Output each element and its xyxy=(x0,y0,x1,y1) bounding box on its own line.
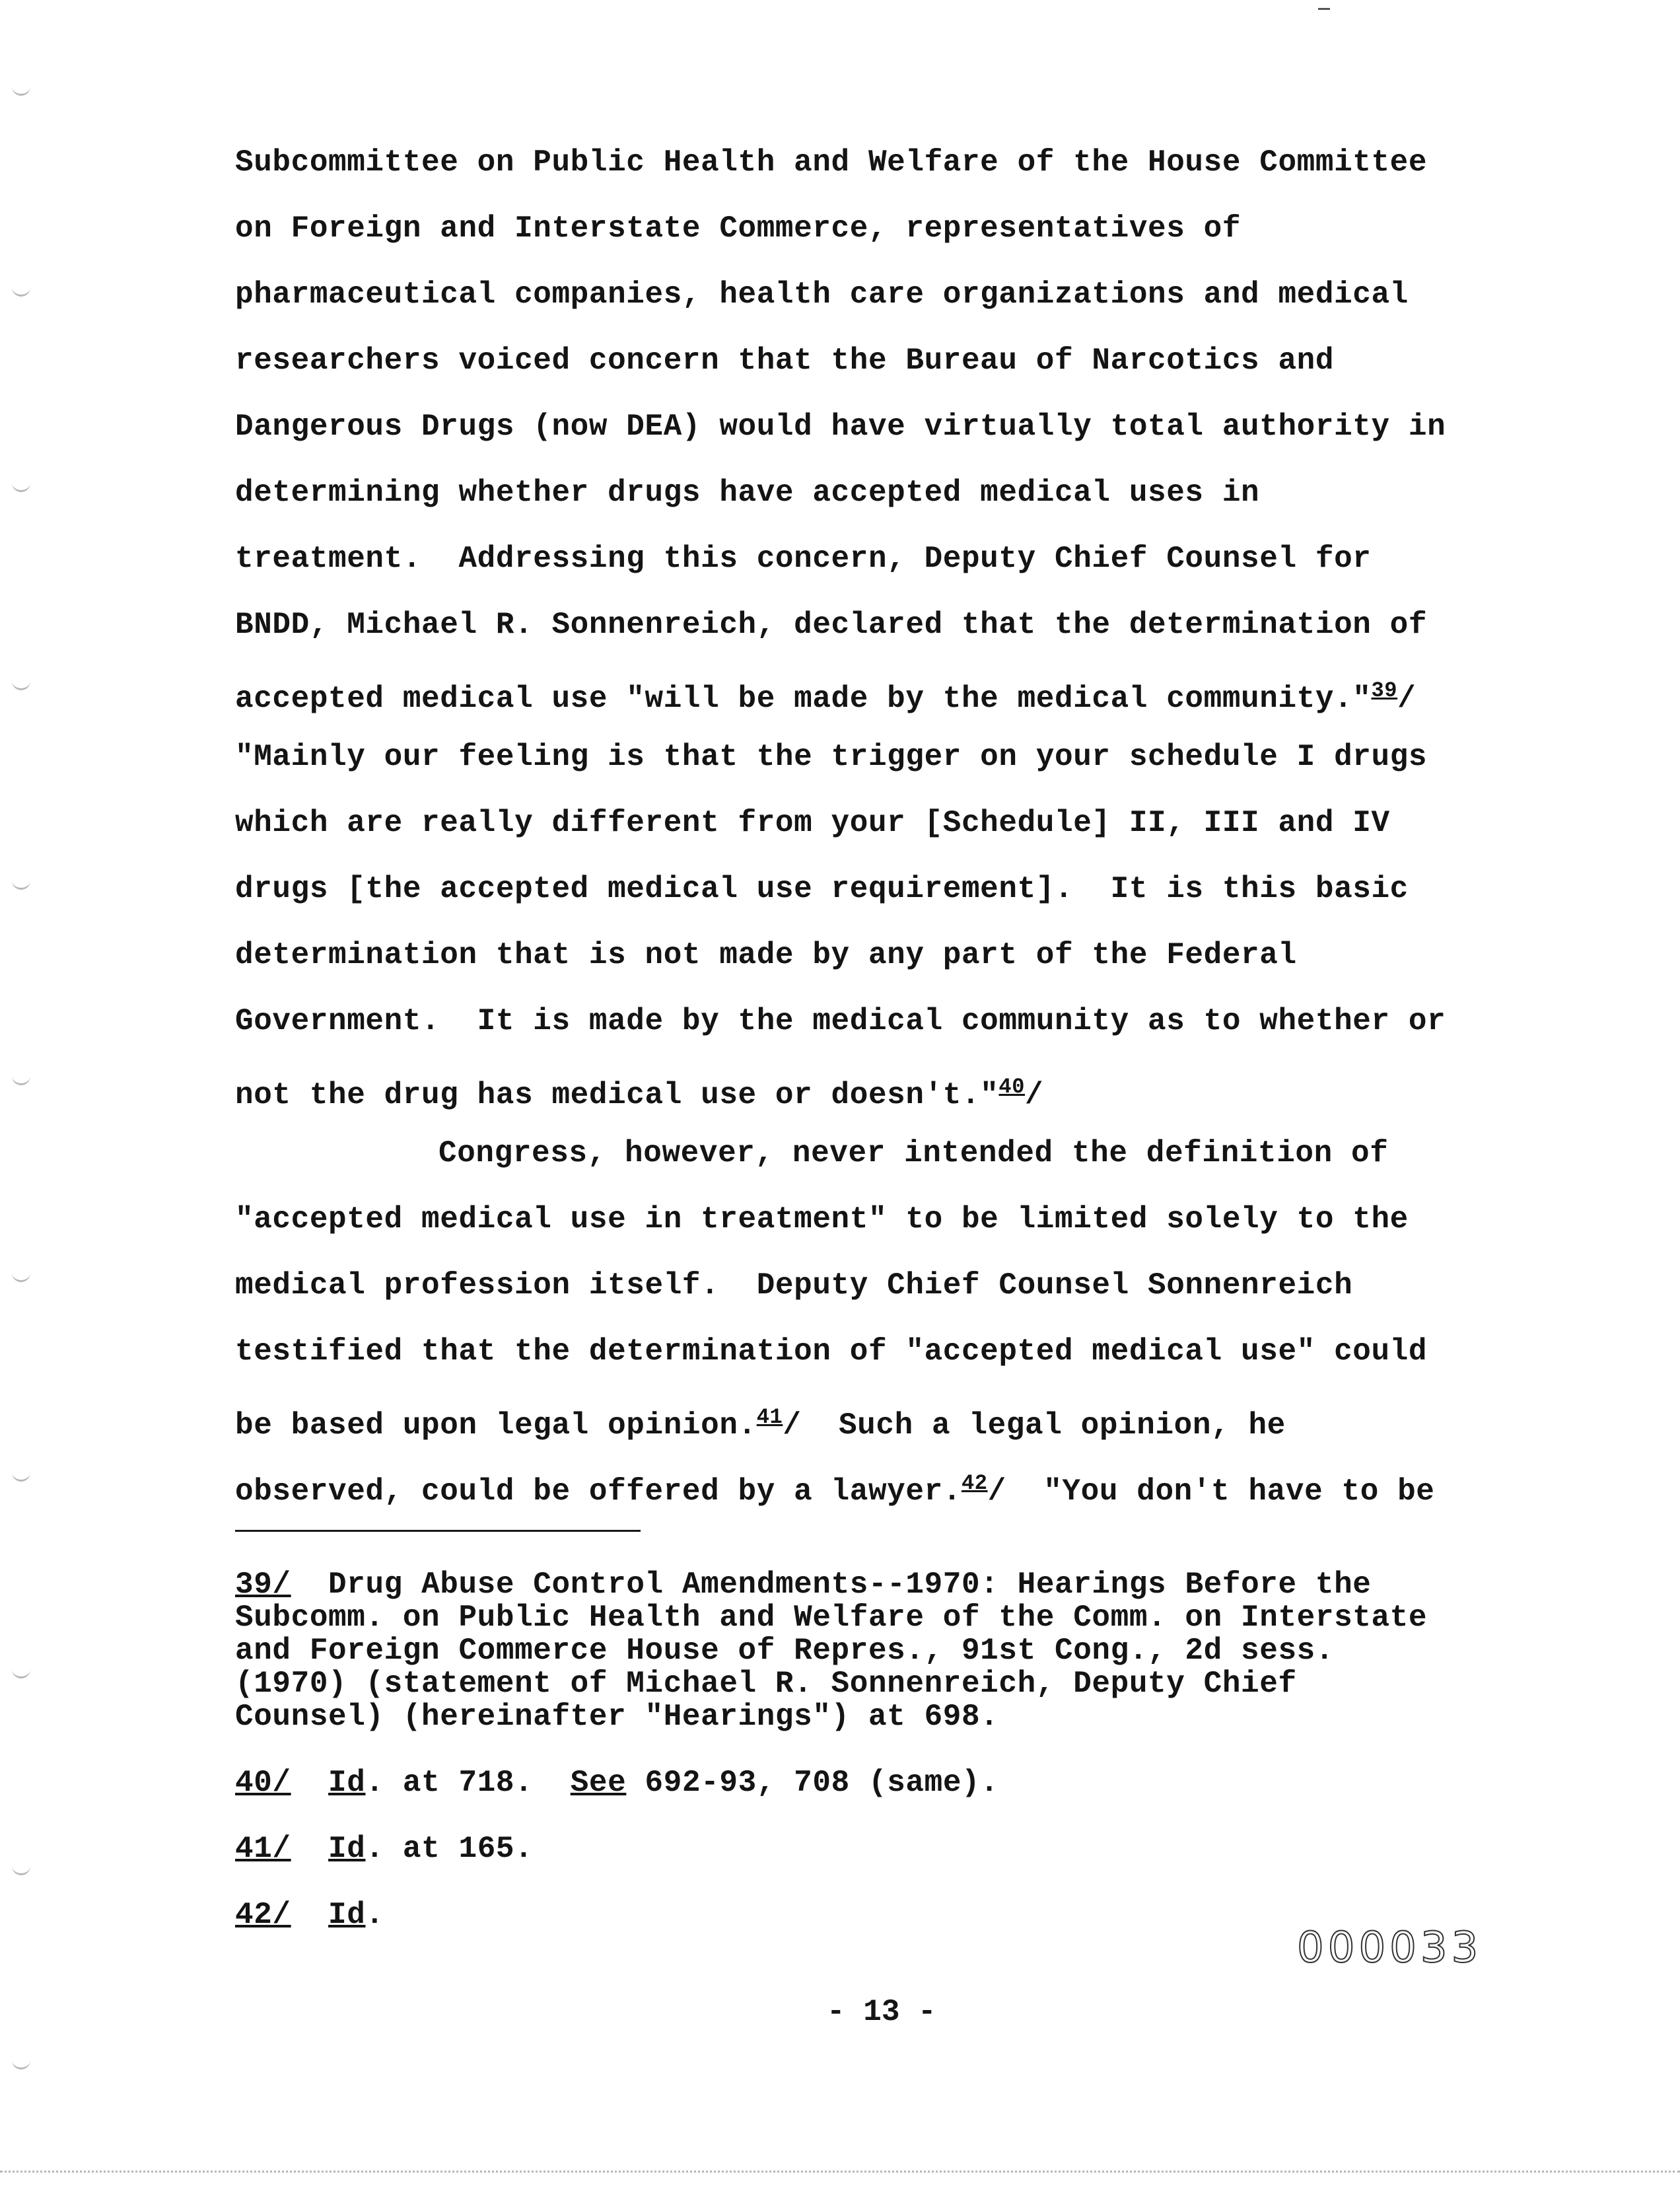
footnote-ref-39[interactable]: 39 xyxy=(1371,678,1398,703)
margin-scan-mark xyxy=(12,1667,30,1678)
body-line: researchers voiced concern that the Bureau of Narcotics and xyxy=(235,343,1335,378)
margin-scan-mark xyxy=(12,879,30,890)
body-line: not the drug has medical use or doesn't."$^{40}$/ xyxy=(235,1075,1044,1112)
page-number: - 13 - xyxy=(827,1995,936,2029)
id-citation: Id xyxy=(328,1898,366,1932)
margin-scan-mark xyxy=(12,1470,30,1482)
margin-scan-mark xyxy=(12,1271,30,1282)
bates-stamp: 000033 xyxy=(1297,1924,1483,1972)
paragraph-start-line: Congress, however, never intended the definition of xyxy=(438,1136,1389,1171)
scan-mark-top xyxy=(1318,8,1330,10)
body-line: "accepted medical use in treatment" to be limited solely to the xyxy=(235,1202,1409,1237)
body-line: Government. It is made by the medical community as to whether or xyxy=(235,1004,1446,1038)
footnote-number: 40/ xyxy=(235,1766,291,1800)
body-line: Dangerous Drugs (now DEA) would have virtually total authority in xyxy=(235,410,1446,444)
footnote-ref-42[interactable]: 42 xyxy=(961,1471,988,1495)
footnote-42: 42/ Id. xyxy=(235,1898,384,1932)
margin-scan-mark xyxy=(12,481,30,492)
body-line: determination that is not made by any part of the Federal xyxy=(235,938,1297,972)
body-line: Subcommittee on Public Health and Welfare of the House Committee xyxy=(235,145,1428,180)
body-line: on Foreign and Interstate Commerce, representatives of xyxy=(235,211,1242,246)
body-line: drugs [the accepted medical use requirement]. It is this basic xyxy=(235,872,1409,906)
footnote-39: 39/ Drug Abuse Control Amendments--1970: Hearings Before the xyxy=(235,1567,1372,1602)
margin-scan-mark xyxy=(12,1074,30,1085)
scan-edge-bottom xyxy=(0,2171,1680,2173)
margin-scan-mark xyxy=(12,85,30,96)
margin-scan-mark xyxy=(12,1864,30,1875)
body-line: pharmaceutical companies, health care organizations and medical xyxy=(235,277,1409,312)
see-signal: See xyxy=(570,1766,627,1800)
footnote-39-line: (1970) (statement of Michael R. Sonnenreich, Deputy Chief xyxy=(235,1667,1297,1701)
body-line: be based upon legal opinion.$^{41}$/ Such a legal opinion, he xyxy=(235,1405,1286,1443)
body-line: "Mainly our feeling is that the trigger on your schedule I drugs xyxy=(235,740,1428,774)
margin-scan-mark xyxy=(12,679,30,690)
body-line: determining whether drugs have accepted medical uses in xyxy=(235,476,1260,510)
body-line: observed, could be offered by a lawyer.$^{42}$/ "You don't have to be xyxy=(235,1471,1435,1509)
footnote-ref-40[interactable]: 40 xyxy=(998,1075,1025,1099)
footnote-number: 41/ xyxy=(235,1832,291,1866)
footnote-39-line: and Foreign Commerce House of Repres., 91st Cong., 2d sess. xyxy=(235,1634,1335,1668)
body-line: testified that the determination of "accepted medical use" could xyxy=(235,1334,1428,1369)
body-line: accepted medical use "will be made by the medical community."$^{39}$/ xyxy=(235,678,1417,716)
footnote-41: 41/ Id. at 165. xyxy=(235,1832,534,1866)
margin-scan-mark xyxy=(12,2058,30,2070)
footnote-number: 42/ xyxy=(235,1898,291,1932)
footnote-40: 40/ Id. at 718. See 692-93, 708 (same). xyxy=(235,1766,999,1800)
body-line: medical profession itself. Deputy Chief Counsel Sonnenreich xyxy=(235,1268,1353,1303)
id-citation: Id xyxy=(328,1766,366,1800)
footnote-separator xyxy=(235,1530,641,1532)
margin-scan-mark xyxy=(12,285,30,297)
body-line: BNDD, Michael R. Sonnenreich, declared that the determination of xyxy=(235,608,1428,642)
footnote-39-line: Subcomm. on Public Health and Welfare of the Comm. on Interstate xyxy=(235,1601,1428,1635)
body-line: treatment. Addressing this concern, Deputy Chief Counsel for xyxy=(235,542,1372,576)
footnote-ref-41[interactable]: 41 xyxy=(756,1405,783,1429)
body-line: which are really different from your [Schedule] II, III and IV xyxy=(235,806,1390,840)
footnote-39-line: Counsel) (hereinafter "Hearings") at 698. xyxy=(235,1700,999,1734)
id-citation: Id xyxy=(328,1832,366,1866)
footnote-number: 39/ xyxy=(235,1567,291,1602)
